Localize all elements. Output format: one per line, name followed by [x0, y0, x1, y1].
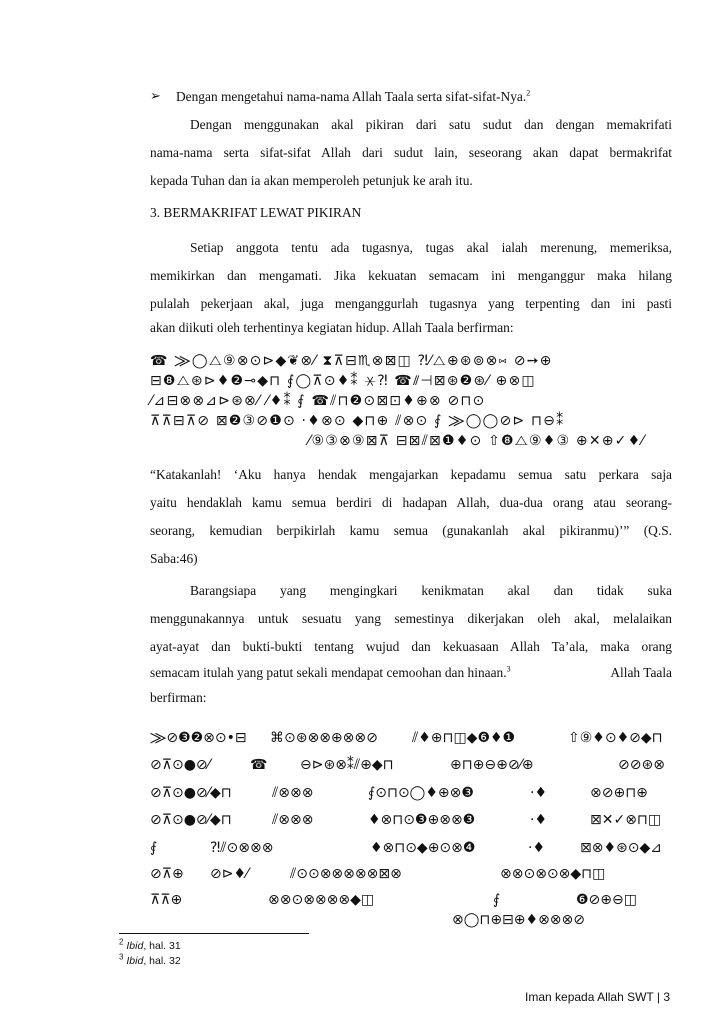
arabic2-word: ⊘⊼⊙●⊘⁄ [150, 757, 210, 773]
arabic2-word: ⊘⊼⊙●⊘⁄◆⊓ [150, 785, 232, 801]
para3-line-3: ayat-ayat dan bukti-bukti tentang wujud dan kekuasaan Allah Ta’ala, maka orang [150, 639, 672, 654]
arabic-verse2-row-2 [0, 757, 728, 775]
arabic-verse2-row-7 [0, 892, 728, 910]
footnote-rest: , hal. 31 [143, 940, 181, 952]
arabic-verse-line-4: ⊼⊼⊟⊼⊘ ⊠❷③⊘❶⊙ ⋅♦⊗⊙ ◆⊓⊕ ⫽⊗⊙ ⨐ ⨠◯◯⊘⊳ ⊓⊖⁑ [150, 413, 565, 429]
arabic2-word: ⋅♦ [530, 785, 548, 801]
arabic2-word: ❻⊘⊕⊖◫ [576, 892, 637, 908]
para2-line-1: Setiap anggota tentu ada tugasnya, tugas akal ialah merenung, memeriksa, [190, 240, 672, 255]
para1-line-3: kepada Tuhan dan ia akan memperoleh petunjuk ke arah itu. [150, 173, 473, 188]
arabic2-word: ⨐ [493, 892, 501, 908]
arabic2-word: ⫽♦⊕⊓◫◆❻♦❶ [412, 730, 516, 746]
arabic2-word: ⊘⊘⊛⊗ [618, 757, 665, 773]
footnote-ref-3: 3 [506, 664, 511, 674]
arrow-bullet-icon: ➢ [150, 89, 161, 104]
bullet-text [176, 89, 530, 105]
arabic2-word: ⨠⊘❸❷⊗⊙•⊟ [150, 730, 247, 746]
arabic-verse-line-5: ⁄⑨③⊗⑨⊠⊼ ⊟⊠⫽⊠❶♦⊙ ⇧❽⧍⑨♦③ ⊕✕⊕✓♦⁄ [308, 433, 645, 449]
section-heading: 3. BERMAKRIFAT LEWAT PIKIRAN [150, 205, 362, 220]
arabic-verse2-row-6 [0, 866, 728, 884]
arabic2-word: ⊼⊼⊕ [150, 892, 183, 908]
footnote-ref-2: 2 [526, 88, 531, 98]
arabic2-word: ⊘⊼⊙●⊘⁄◆⊓ [150, 812, 232, 828]
arabic2-word: ⌘⊙⊛⊗⊗⊕⊗⊗⊘ [270, 730, 378, 746]
arabic2-word: ⊖⊳⊛⊗⁑⫽⊕◆⊓ [300, 757, 394, 773]
footnote-divider [119, 933, 309, 934]
para1-line-2: nama-nama serta sifat-sifat Allah dari sudut lain, seseorang akan dapat bermakrifat [150, 145, 672, 160]
arabic2-word: ⫽⊗⊗⊗ [272, 785, 314, 801]
arabic-verse-line-2: ⊟❽⧍⊛⊳♦❷⊸◆⊓ ⨐◯⊼⊙♦⁑ ⚹⁈ ☎⫽⊣⊠⊛❷⊛⁄ ⊕⊗◫ [150, 373, 536, 389]
arabic2-word: ⨐⊙⊓⊙◯♦⊕⊗❸ [368, 785, 474, 801]
para3-line-4-text [150, 665, 511, 681]
arabic2-word: ⊗⊗⊙⊗⊙⊗◆⊓◫ [500, 866, 606, 882]
arabic-verse2-row-8 [0, 912, 728, 930]
quote-line-4: Saba:46) [150, 551, 198, 566]
arabic-verse2-row-3 [0, 785, 728, 803]
para3-line-5: berfirman: [150, 690, 207, 705]
arabic2-word: ♦⊗⊓⊙◆⊕⊙⊗❹ [370, 840, 476, 856]
arabic2-word: ⊗⊘⊕⊓⊕ [590, 785, 648, 801]
footnote-3 [119, 952, 181, 967]
arabic2-word: ⇧⑨♦⊙♦⊘◆⊓ [568, 730, 663, 746]
footnote-number: 2 [119, 937, 124, 947]
quote-line-2: yaitu hendaklah kamu semua berdiri di hadapan Allah, dua-dua orang atau seorang- [150, 495, 672, 510]
arabic2-word: ⊠⊗♦⊛⊙◆⊿ [580, 840, 662, 856]
para2-line-4: akan diikuti oleh terhentinya kegiatan hidup. Allah Taala berfirman: [150, 320, 514, 335]
arabic2-word: ⊠✕✓⊗⊓◫ [590, 812, 662, 828]
arabic2-word: ⊕⊓⊕⊖⊕⊘⁄⊕ [450, 757, 534, 773]
footnote-rest: , hal. 32 [143, 955, 181, 967]
arabic2-word: ⫽⊙⊙⊗⊗⊗⊗⊗⊠⊗ [290, 866, 402, 882]
arabic2-word: ⋅♦ [528, 840, 546, 856]
arabic-verse-line-3: ⁄⊿⊟⊗⊗⊿⊳⊛⊗⁄ ⁄♦⁑ ⨐ ☎⫽⊓❷⊙⊠⊡♦⊕⊗ ⊘⊓⊙ [150, 393, 486, 409]
para1-line-1: Dengan menggunakan akal pikiran dari satu sudut dan dengan memakrifati [190, 117, 672, 132]
arabic-verse2-row-1 [0, 730, 728, 748]
para3-line-2: menggunakannya untuk sesuatu yang semestinya dikerjakan oleh akal, melalaikan [150, 611, 672, 626]
para2-line-3: pulalah pekerjaan akal, juga menganggurlah tugasnya yang terpenting dan ini pasti [150, 296, 672, 311]
arabic-verse2-row-4 [0, 812, 728, 830]
arabic2-word: ⊗◯⊓⊕⊟⊕♦⊗⊗⊗⊘ [452, 912, 585, 928]
arabic-verse-line-1: ☎ ⨠◯⧍⑨⊗⊙⊳◆❦⊗⁄ ⧗⊼⊟♏⊗⊠◫ ⁈⁄⧍⊕⊛⊚⊗⑅ ⊘➙⊕ [150, 353, 553, 369]
arabic2-word: ⊘⊼⊕ [150, 866, 184, 882]
para3-line-4-tail: Allah Taala [610, 665, 672, 680]
para3-line-4-main: semacam itulah yang patut sekali mendapat cemoohan dan hinaan. [150, 665, 507, 680]
arabic2-word: ⁈⫽⊙⊗⊗⊗ [210, 840, 274, 856]
arabic2-word: ⊘⊳♦⁄ [210, 866, 249, 882]
footnote-2 [119, 937, 181, 952]
page-footer: Iman kepada Allah SWT | 3 [525, 990, 670, 1004]
arabic2-word: ⊗⊗⊙⊗⊗⊗⊗◆◫ [268, 892, 375, 908]
arabic2-word: ☎ [250, 757, 268, 773]
arabic-verse2-row-5 [0, 840, 728, 858]
bullet-text-content: Dengan mengetahui nama-nama Allah Taala serta sifat-sifat-Nya. [176, 89, 527, 104]
footnote-label: Ibid [126, 955, 144, 967]
quote-line-1: “Katakanlah! ‘Aku hanya hendak mengajarkan kepadamu semua satu perkara saja [150, 467, 672, 482]
para3-line-1: Barangsiapa yang mengingkari kenikmatan akal dan tidak suka [190, 583, 672, 598]
para2-line-2: memikirkan dan mengamati. Jika kekuatan semacam ini menganggur maka hilang [150, 268, 672, 283]
footnote-label: Ibid [126, 940, 144, 952]
arabic2-word: ⨐ [150, 840, 158, 856]
arabic2-word: ⫽⊗⊗⊗ [272, 812, 314, 828]
footnote-number: 3 [119, 952, 124, 962]
para3-line-4 [150, 665, 672, 681]
quote-line-3: seorang, kemudian berpikirlah kamu semua (gunakanlah akal pikiranmu)’” (Q.S. [150, 523, 672, 538]
arabic2-word: ♦⊗⊓⊙❸⊕⊗⊗❸ [368, 812, 476, 828]
arabic2-word: ⋅♦ [530, 812, 548, 828]
